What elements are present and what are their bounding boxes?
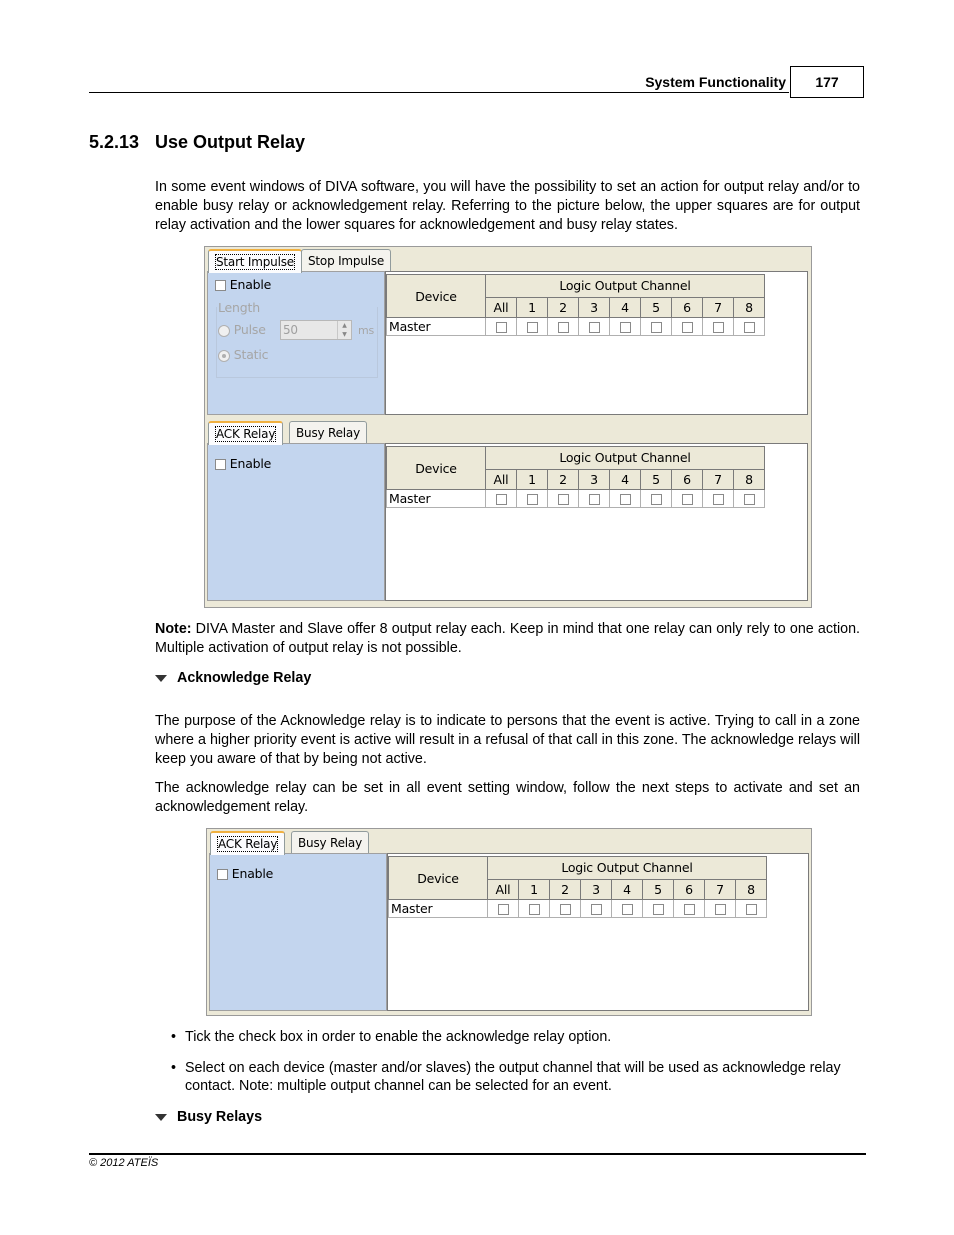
note-label: Note: [155,621,192,637]
channel-header[interactable]: 3 [579,297,610,317]
channel-checkbox[interactable] [622,904,633,915]
channel-grid [386,274,765,336]
channel-checkbox[interactable] [713,494,724,505]
pulse-length-input[interactable] [280,320,352,340]
channel-header[interactable]: 4 [610,469,641,489]
channel-checkbox[interactable] [744,494,755,505]
channel-checkbox[interactable] [620,322,631,333]
relay-pane [205,421,811,605]
channel-checkbox[interactable] [591,904,602,915]
device-header: Device [387,275,486,318]
pulse-label: Pulse [233,322,266,337]
channel-checkbox[interactable] [496,322,507,333]
list-item: • Tick the check box in order to enable the acknowledge relay option. [185,1028,860,1046]
expand-triangle-icon [155,1114,167,1121]
channel-checkbox[interactable] [560,904,571,915]
channel-header[interactable]: 1 [517,469,548,489]
channel-checkbox[interactable] [653,904,664,915]
toggle-label: Acknowledge Relay [177,670,312,686]
static-row[interactable] [218,347,268,362]
channel-header[interactable]: 6 [674,879,705,899]
channel-checkbox[interactable] [746,904,757,915]
list-item: • Select on each device (master and/or slaves) the output channel that will be used as acknowledge relay contact. Note: multiple output channel can be selected for an event. [185,1059,860,1095]
channel-checkbox[interactable] [498,904,509,915]
channel-header[interactable]: 1 [519,879,550,899]
channel-checkbox[interactable] [651,494,662,505]
ack-paragraph-1: The purpose of the Acknowledge relay is to indicate to persons that the event is active. Trying to call in a zone where a higher priority event is active will result in a refusal of that call in this zone. The acknowledge relays will keep you aware of that by being not active. [155,713,860,767]
enable-checkbox[interactable] [217,869,228,880]
channel-header[interactable]: 8 [736,879,767,899]
relay-grid-area [385,443,808,601]
device-header: Device [389,857,488,900]
footer-rule [89,1153,866,1155]
device-row-label: Master [387,490,486,508]
channel-checkbox[interactable] [682,322,693,333]
channel-checkbox[interactable] [713,322,724,333]
enable-checkbox[interactable] [215,459,226,470]
channel-group-header: Logic Output Channel [488,857,767,880]
relay-pane [207,831,811,1013]
pulse-value: 50 [283,323,298,337]
channel-checkbox[interactable] [558,322,569,333]
channel-header[interactable]: 8 [734,469,765,489]
channel-checkbox[interactable] [715,904,726,915]
tab-start-impulse[interactable]: Start Impulse [208,249,302,273]
intro-paragraph: In some event windows of DIVA software, you will have the possibility to set an action for output relay and/or to enable busy relay or acknowledgement relay. Referring to the picture below, the upper squares are for output relay activation and the lower squares for acknowledgement and busy relay states. [155,179,860,233]
device-header: Device [387,447,486,490]
channel-grid [386,446,765,508]
channel-header[interactable]: 2 [550,879,581,899]
channel-header[interactable]: 5 [641,469,672,489]
channel-header[interactable]: 5 [643,879,674,899]
impulse-left-panel [207,271,385,415]
channel-header[interactable]: 5 [641,297,672,317]
expand-triangle-icon [155,675,167,682]
channel-header[interactable]: 1 [517,297,548,317]
channel-header-all[interactable]: All [486,297,517,317]
channel-checkbox[interactable] [651,322,662,333]
channel-header[interactable]: 7 [703,469,734,489]
length-group [216,307,378,378]
note-text: DIVA Master and Slave offer 8 output relay each. Keep in mind that one relay can only rely to one action. Multiple activation of output relay is not possible. [155,621,860,656]
channel-header[interactable]: 2 [548,469,579,489]
enable-label: Enable [231,866,274,881]
tab-busy-relay[interactable]: Busy Relay [291,831,369,853]
footer-copyright: © 2012 ATEÏS [89,1157,159,1169]
figure-output-relay [204,246,812,608]
channel-checkbox[interactable] [589,494,600,505]
channel-header-all[interactable]: All [488,879,519,899]
tab-busy-relay[interactable]: Busy Relay [289,421,367,443]
header-title: System Functionality [645,74,786,90]
channel-header[interactable]: 8 [734,297,765,317]
enable-row[interactable] [215,277,271,292]
channel-header[interactable]: 6 [672,297,703,317]
enable-row[interactable] [217,866,273,881]
pulse-row[interactable] [218,322,266,337]
channel-header[interactable]: 2 [548,297,579,317]
toggle-busy-relays[interactable] [155,1109,262,1125]
page-number: 177 [790,66,864,98]
tab-stop-impulse[interactable]: Stop Impulse [301,249,391,271]
channel-checkbox[interactable] [682,494,693,505]
tab-ack-relay[interactable]: ACK Relay [208,421,283,445]
toggle-acknowledge-relay[interactable] [155,670,311,686]
length-label: Length [218,300,260,315]
channel-header-all[interactable]: All [486,469,517,489]
channel-group-header: Logic Output Channel [486,275,765,298]
relay-left-panel [207,443,385,601]
relay-grid-area [387,853,809,1011]
channel-checkbox[interactable] [527,322,538,333]
impulse-grid-area [385,271,808,415]
channel-header[interactable]: 4 [612,879,643,899]
spin-arrows-icon[interactable]: ▲ ▼ [337,321,351,339]
channel-header[interactable]: 7 [703,297,734,317]
channel-checkbox[interactable] [684,904,695,915]
figure-ack-relay [206,828,812,1016]
section-title [89,132,305,153]
channel-group-header: Logic Output Channel [486,447,765,470]
impulse-pane [205,249,811,417]
pulse-radio[interactable] [218,325,230,337]
channel-grid [388,856,767,918]
enable-label: Enable [229,277,272,292]
ack-paragraph-2: The acknowledge relay can be set in all event setting window, follow the next steps to activate and set an acknowledgement relay. [155,780,860,815]
channel-header[interactable]: 6 [672,469,703,489]
device-row-label: Master [389,900,488,918]
channel-checkbox[interactable] [529,904,540,915]
static-radio[interactable] [218,350,230,362]
toggle-label: Busy Relays [177,1109,263,1125]
static-label: Static [233,347,269,362]
channel-checkbox[interactable] [744,322,755,333]
channel-checkbox[interactable] [558,494,569,505]
device-row-label: Master [387,318,486,336]
channel-checkbox[interactable] [527,494,538,505]
section-heading: Use Output Relay [155,132,306,152]
tab-ack-relay[interactable]: ACK Relay [210,831,285,855]
enable-row[interactable] [215,456,271,471]
header-rule [89,92,789,93]
channel-header[interactable]: 3 [581,879,612,899]
channel-header[interactable]: 3 [579,469,610,489]
enable-checkbox[interactable] [215,280,226,291]
channel-header[interactable]: 7 [705,879,736,899]
channel-checkbox[interactable] [620,494,631,505]
channel-header[interactable]: 4 [610,297,641,317]
section-number: 5.2.13 [89,132,140,152]
relay-left-panel [209,853,387,1011]
note-paragraph [155,620,860,658]
channel-checkbox[interactable] [589,322,600,333]
channel-checkbox[interactable] [496,494,507,505]
ms-label: ms [358,324,375,337]
enable-label: Enable [229,456,272,471]
